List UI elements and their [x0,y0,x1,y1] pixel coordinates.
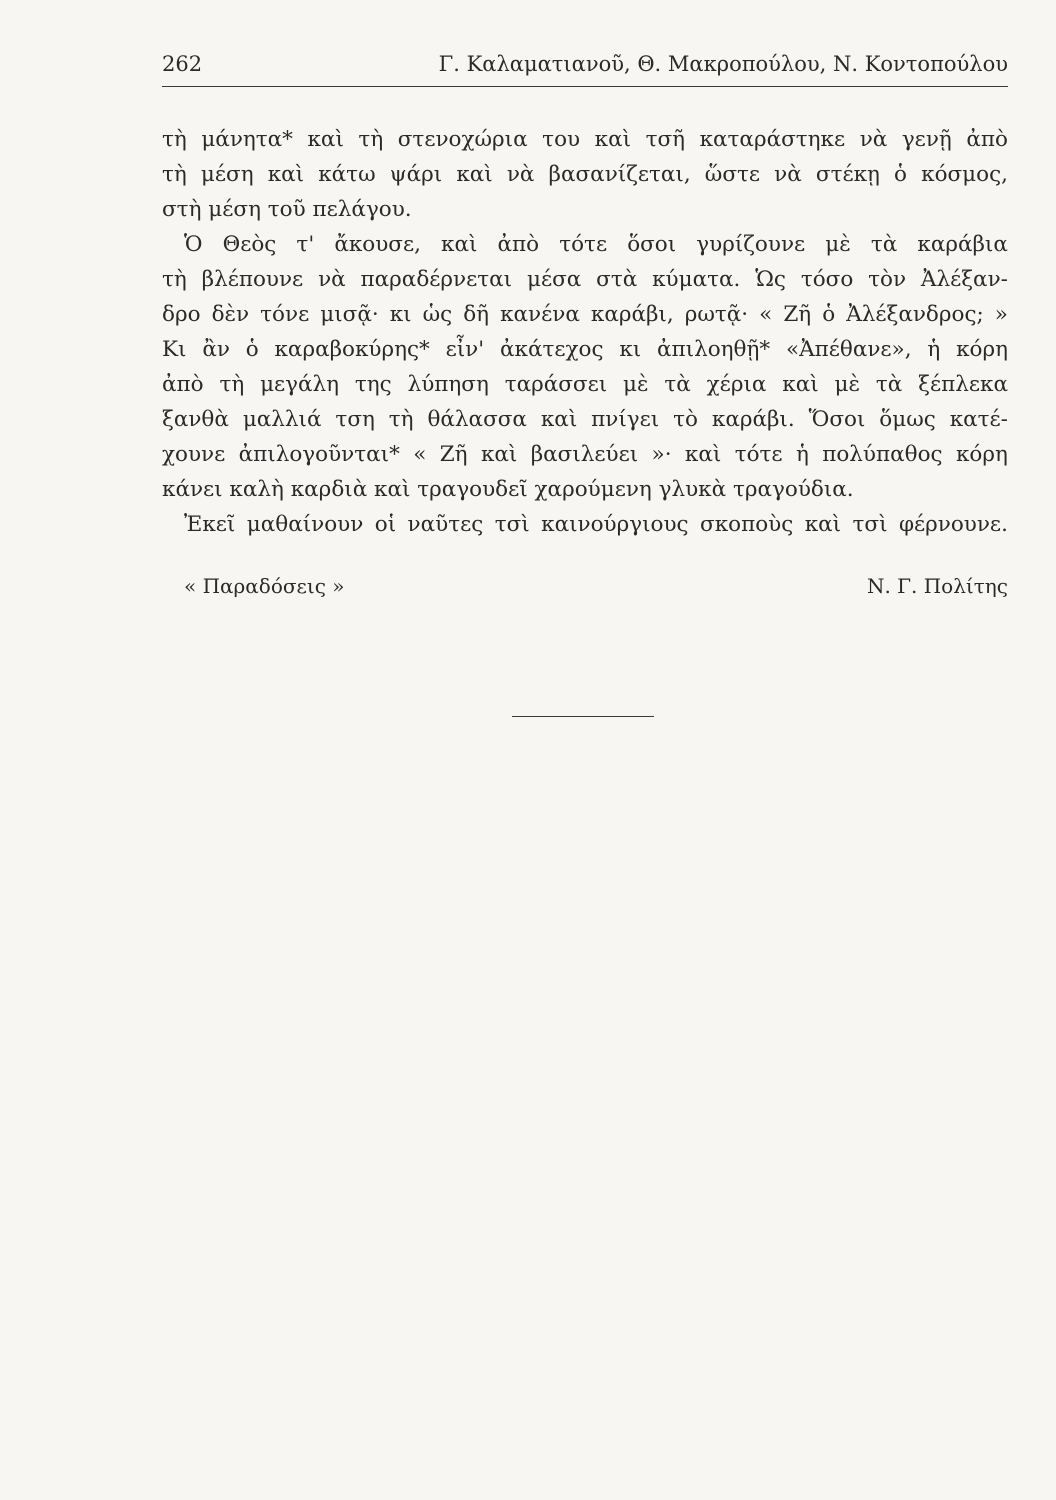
page-number: 262 [162,52,203,76]
text-line: Ὁ Θεὸς τ' ἄκουσε, καὶ ἀπὸ τότε ὅσοι γυρίζουνε μὲ τὰ καράβια [184,232,1008,257]
header-authors: Γ. Καλαματιανοῦ, Θ. Μακροπούλου, Ν. Κοντοπούλου [438,52,1008,76]
text-line: στὴ μέση τοῦ πελάγου. [162,197,412,222]
section-divider [512,716,654,717]
attribution-author: Ν. Γ. Πολίτης [866,574,1008,598]
text-line: ξανθὰ μαλλιά τση τὴ θάλασσα καὶ πνίγει τὸ καράβι. Ὅσοι ὅμως κατέ- [162,407,1008,432]
text-line: τὴ μέση καὶ κάτω ψάρι καὶ νὰ βασανίζεται, ὥστε νὰ στέκῃ ὁ κόσμος, [162,162,1008,187]
text-line: τὴ βλέπουνε νὰ παραδέρνεται μέσα στὰ κύματα. Ὡς τόσο τὸν Ἀλέξαν- [162,267,1008,292]
text-line: δρο δὲν τόνε μισᾷ· κι ὡς δῆ κανένα καράβι, ρωτᾷ· « Ζῆ ὁ Ἀλέξανδρος; » [162,302,1008,327]
text-line: τὴ μάνητα* καὶ τὴ στενοχώρια του καὶ τσῆ καταράστηκε νὰ γενῇ ἀπὸ [162,127,1008,152]
text-line: κάνει καλὴ καρδιὰ καὶ τραγουδεῖ χαρούμενη γλυκὰ τραγούδια. [162,477,854,502]
text-line: Ἐκεῖ μαθαίνουν οἱ ναῦτες τσὶ καινούργιους σκοποὺς καὶ τσὶ φέρνουνε. [184,512,1008,537]
header-rule [162,86,1008,87]
body-text [162,122,1008,542]
text-line: χουνε ἀπιλογοῦνται* « Ζῆ καὶ βασιλεύει »· καὶ τότε ἡ πολύπαθος κόρη [162,442,1008,467]
source-title: « Παραδόσεις » [184,574,345,598]
running-header [162,52,1008,76]
attribution [162,574,1008,598]
text-line: ἀπὸ τὴ μεγάλη της λύπηση ταράσσει μὲ τὰ χέρια καὶ μὲ τὰ ξέπλεκα [162,372,1008,397]
text-line: Κι ἂν ὁ καραβοκύρης* εἶν' ἀκάτεχος κι ἀπιλοηθῇ* «Ἀπέθανε», ἡ κόρη [162,337,1008,362]
